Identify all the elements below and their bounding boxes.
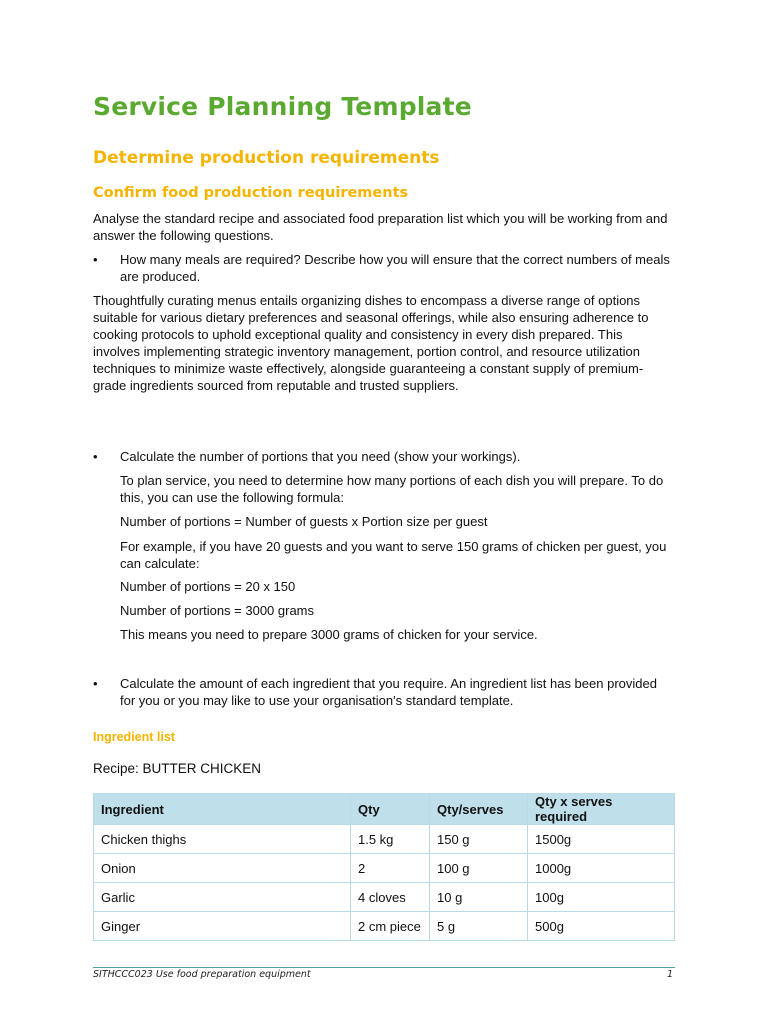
table-cell: 500g <box>528 912 675 941</box>
table-cell: 5 g <box>430 912 528 941</box>
ingredient-list-heading: Ingredient list <box>93 730 175 744</box>
bullet-text: Calculate the amount of each ingredient that you require. An ingredient list has been provided for you or you may like to use your organisation's standard template. <box>120 676 657 708</box>
subsection-heading: Confirm food production requirements <box>93 185 409 201</box>
table-row <box>94 912 675 941</box>
table-cell: 4 cloves <box>351 883 430 912</box>
column-header-qty: Qty <box>351 794 430 825</box>
page-title: Service Planning Template <box>93 92 472 121</box>
table-cell: 2 <box>351 854 430 883</box>
portions-formula: Number of portions = Number of guests x Portion size per guest <box>120 514 488 529</box>
table-header-row <box>94 794 675 825</box>
bullet-icon: • <box>93 252 98 267</box>
page-number: 1 <box>666 969 673 980</box>
recipe-name: Recipe: BUTTER CHICKEN <box>93 761 262 776</box>
table-cell: 1000g <box>528 854 675 883</box>
table-cell: 100 g <box>430 854 528 883</box>
column-header-ingredient: Ingredient <box>94 794 351 825</box>
table-cell: 100g <box>528 883 675 912</box>
table-cell: 10 g <box>430 883 528 912</box>
section-heading: Determine production requirements <box>93 148 440 168</box>
table-cell: 2 cm piece <box>351 912 430 941</box>
intro-paragraph: Analyse the standard recipe and associated food preparation list which you will be working from and answer the following questions. <box>93 211 668 243</box>
portions-explanation: To plan service, you need to determine how many portions of each dish you will prepare. To do this, you can use the following formula: <box>120 473 664 505</box>
table-row <box>94 825 675 854</box>
portions-calc-1: Number of portions = 20 x 150 <box>120 579 296 594</box>
ingredient-table <box>93 793 675 941</box>
table-cell: 150 g <box>430 825 528 854</box>
table-row <box>94 854 675 883</box>
footer-unit-title: SITHCCC023 Use food preparation equipment <box>93 969 311 980</box>
portions-calc-2: Number of portions = 3000 grams <box>120 603 315 618</box>
bullet-icon: • <box>93 449 98 464</box>
table-cell: 1.5 kg <box>351 825 430 854</box>
table-row <box>94 883 675 912</box>
column-header-qty-required: Qty x serves required <box>528 794 675 825</box>
table-cell: Garlic <box>94 883 351 912</box>
table-cell: 1500g <box>528 825 675 854</box>
column-header-qty-serves: Qty/serves <box>430 794 528 825</box>
table-cell: Chicken thighs <box>94 825 351 854</box>
footer-rule <box>93 967 675 968</box>
table-cell: Onion <box>94 854 351 883</box>
bullet-text: Calculate the number of portions that you need (show your workings). <box>120 449 521 464</box>
bullet-text: How many meals are required? Describe how you will ensure that the correct numbers of meals are produced. <box>120 252 670 284</box>
answer-meals-paragraph: Thoughtfully curating menus entails organizing dishes to encompass a diverse range of options suitable for various dietary preferences and seasonal offerings, while also ensuring adherence to cooking protocols to uphold exceptional quality and consistency in every dish prepared. This involves implementing strategic inventory management, portion control, and resource utilization techniques to minimize waste effectively, alongside guaranteeing a constant supply of premium-grade ingredients sourced from reputable and trusted suppliers. <box>93 293 649 393</box>
portions-conclusion: This means you need to prepare 3000 grams of chicken for your service. <box>120 627 538 642</box>
table-cell: Ginger <box>94 912 351 941</box>
portions-example: For example, if you have 20 guests and you want to serve 150 grams of chicken per guest, you can calculate: <box>120 539 667 571</box>
bullet-icon: • <box>93 676 98 691</box>
